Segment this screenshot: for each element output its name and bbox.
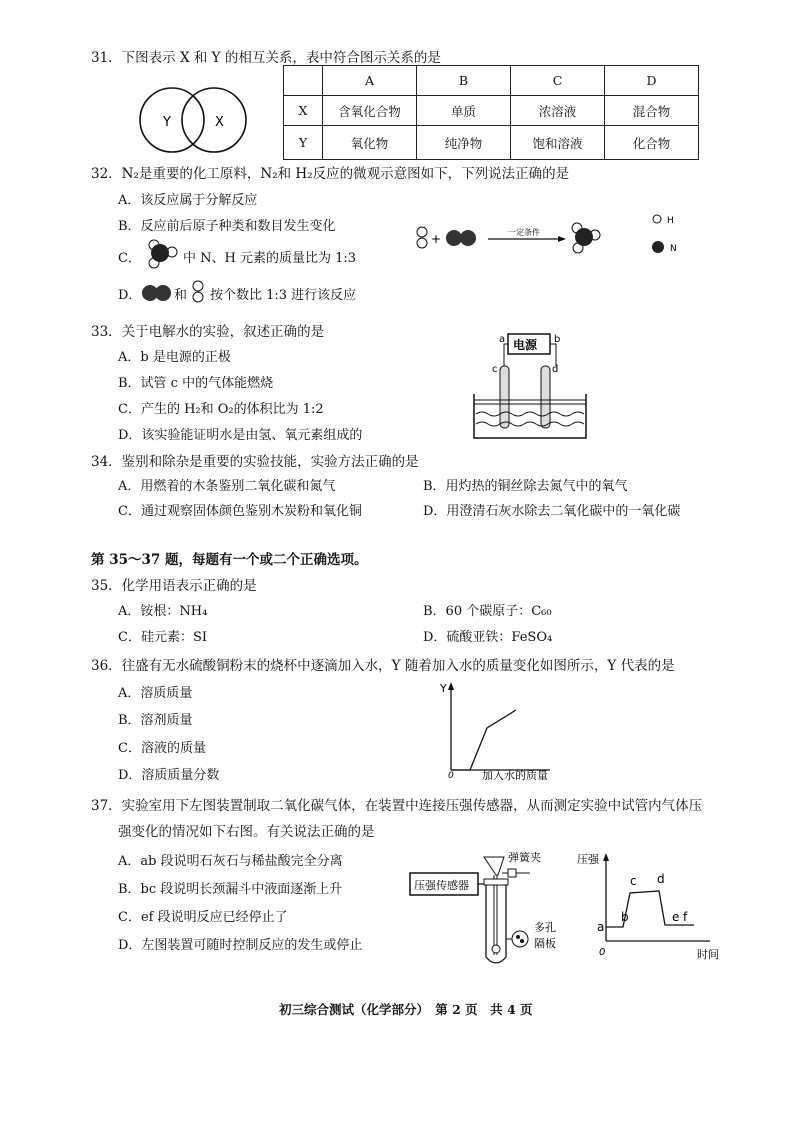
- point-d: d: [657, 872, 665, 886]
- reaction-plus: +: [431, 232, 442, 246]
- table-row-label: Y: [284, 126, 323, 160]
- table-header: B: [417, 66, 511, 96]
- point-f: f: [683, 910, 688, 924]
- electrolysis-apparatus: [470, 330, 592, 442]
- q37-option-c: C．ef 段说明反应已经停止了: [118, 910, 288, 925]
- nh3-molecule-icon: [145, 236, 181, 270]
- q32-option-d-prefix: D．: [118, 288, 142, 303]
- point-e: e: [672, 910, 680, 924]
- pressure-y-label: 压强: [577, 853, 599, 866]
- table-row: [284, 126, 699, 160]
- q36-option-b: B．溶剂质量: [118, 713, 193, 728]
- table-cell: 单质: [417, 96, 511, 126]
- table-cell: 饱和溶液: [511, 126, 605, 160]
- q34-option-b: B．用灼热的铜丝除去氮气中的氧气: [423, 479, 628, 494]
- power-label: 电源: [513, 338, 538, 352]
- y-curve: [451, 710, 516, 770]
- q34-option-a: A．用燃着的木条鉴别二氧化碳和氮气: [118, 479, 336, 494]
- graph-y-label: Y: [440, 682, 447, 695]
- arrow-label: 一定条件: [508, 228, 540, 237]
- q37-option-d: D．左图装置可随时控制反应的发生或停止: [118, 938, 363, 953]
- graph-origin: 0: [448, 771, 454, 781]
- reaction-diagram: [408, 208, 698, 268]
- q35-option-d: D．硫酸亚铁：FeSO₄: [423, 630, 553, 645]
- table-header: A: [323, 66, 417, 96]
- n2-molecule-icon: [140, 283, 174, 303]
- sensor-label: 压强传感器: [414, 879, 469, 892]
- q33-stem: 33．关于电解水的实验，叙述正确的是: [91, 324, 325, 340]
- q35-option-a: A．铵根：NH₄: [118, 604, 208, 619]
- q35-option-b: B．60 个碳原子：C₆₀: [423, 604, 552, 619]
- q32-option-a: A．该反应属于分解反应: [118, 193, 258, 208]
- pressure-x-label: 时间: [697, 948, 719, 961]
- table-cell: 混合物: [605, 96, 699, 126]
- q34-option-d: D．用澄清石灰水除去二氧化碳中的一氧化碳: [423, 504, 681, 519]
- q36-option-a: A．溶质质量: [118, 686, 193, 701]
- q32-option-c-text: 中 N、H 元素的质量比为 1:3: [183, 251, 357, 266]
- q33-option-d: D．该实验能证明水是由氢、氧元素组成的: [118, 428, 363, 443]
- page-footer: 初三综合测试（化学部分） 第 2 页 共 4 页: [279, 1002, 533, 1017]
- q35-stem: 35．化学用语表示正确的是: [91, 578, 257, 594]
- q36-option-c: C．溶液的质量: [118, 741, 206, 756]
- co2-apparatus: [408, 845, 568, 970]
- table-header-row: [284, 66, 699, 96]
- section-instruction: 第 35～37 题，每题有一个或二个正确选项。: [91, 552, 368, 568]
- point-c: c: [630, 874, 637, 888]
- q37-option-a: A．ab 段说明石灰石与稀盐酸完全分离: [118, 854, 343, 869]
- q37-option-b: B．bc 段说明长颈漏斗中液面逐渐上升: [118, 882, 343, 897]
- label-c: c: [492, 364, 498, 375]
- q31-table: [283, 65, 699, 160]
- plate-label-1: 多孔: [534, 921, 556, 934]
- q36-stem: 36．往盛有无水硫酸铜粉末的烧杯中逐滴加入水，Y 随着加入水的质量变化如图所示，Y 代表的是: [91, 658, 675, 674]
- q33-option-b: B．试管 c 中的气体能燃烧: [118, 376, 274, 391]
- table-cell: 纯净物: [417, 126, 511, 160]
- label-d: d: [552, 364, 559, 375]
- q37-stem-line1: 37．实验室用下左图装置制取二氧化碳气体，在装置中连接压强传感器，从而测定实验中试管内气体压: [91, 798, 703, 814]
- q34-stem: 34．鉴别和除杂是重要的实验技能，实验方法正确的是: [91, 454, 419, 470]
- table-header: D: [605, 66, 699, 96]
- h2-molecule-icon: [190, 279, 206, 305]
- q32-stem: 32．N₂是重要的化工原料，N₂和 H₂反应的微观示意图如下，下列说法正确的是: [91, 166, 570, 182]
- q35-option-c: C．硅元素：SI: [118, 630, 207, 645]
- legend-h-label: H: [667, 216, 674, 226]
- venn-y-label: Y: [163, 115, 171, 130]
- q37-stem-line2: 强变化的情况如下右图。有关说法正确的是: [118, 824, 375, 840]
- point-a: a: [597, 920, 605, 934]
- table-cell: 氧化物: [323, 126, 417, 160]
- point-b: b: [621, 910, 629, 924]
- q32-option-b: B．反应前后原子种类和数目发生变化: [118, 219, 336, 234]
- q33-option-c: C．产生的 H₂和 O₂的体积比为 1:2: [118, 402, 324, 417]
- label-a: a: [499, 334, 506, 345]
- pressure-graph: [575, 845, 725, 963]
- q33-option-a: A．b 是电源的正极: [118, 350, 231, 365]
- q32-option-c-prefix: C．: [118, 251, 141, 266]
- graph-x-label: 加入水的质量: [482, 769, 548, 782]
- legend-n-label: N: [670, 244, 677, 254]
- pressure-origin: 0: [599, 947, 606, 958]
- venn-diagram: [135, 80, 265, 160]
- q34-option-c: C．通过观察固体颜色鉴别木炭粉和氧化铜: [118, 504, 362, 519]
- q31-stem: 31．下图表示 X 和 Y 的相互关系，表中符合图示关系的是: [91, 50, 441, 66]
- q36-graph: [430, 678, 570, 784]
- table-cell: 化合物: [605, 126, 699, 160]
- venn-x-label: X: [215, 115, 224, 130]
- table-header: C: [511, 66, 605, 96]
- plate-label-2: 隔板: [534, 937, 556, 950]
- q36-option-d: D．溶质质量分数: [118, 768, 220, 783]
- table-cell: 含氧化合物: [323, 96, 417, 126]
- clip-label: 弹簧夹: [508, 851, 541, 864]
- pressure-curve: [606, 891, 694, 927]
- table-row: [284, 96, 699, 126]
- table-cell: 浓溶液: [511, 96, 605, 126]
- q32-option-d-and: 和: [174, 288, 188, 303]
- q32-option-d-text: 按个数比 1:3 进行该反应: [210, 288, 357, 303]
- table-row-label: X: [284, 96, 323, 126]
- label-b: b: [554, 334, 561, 345]
